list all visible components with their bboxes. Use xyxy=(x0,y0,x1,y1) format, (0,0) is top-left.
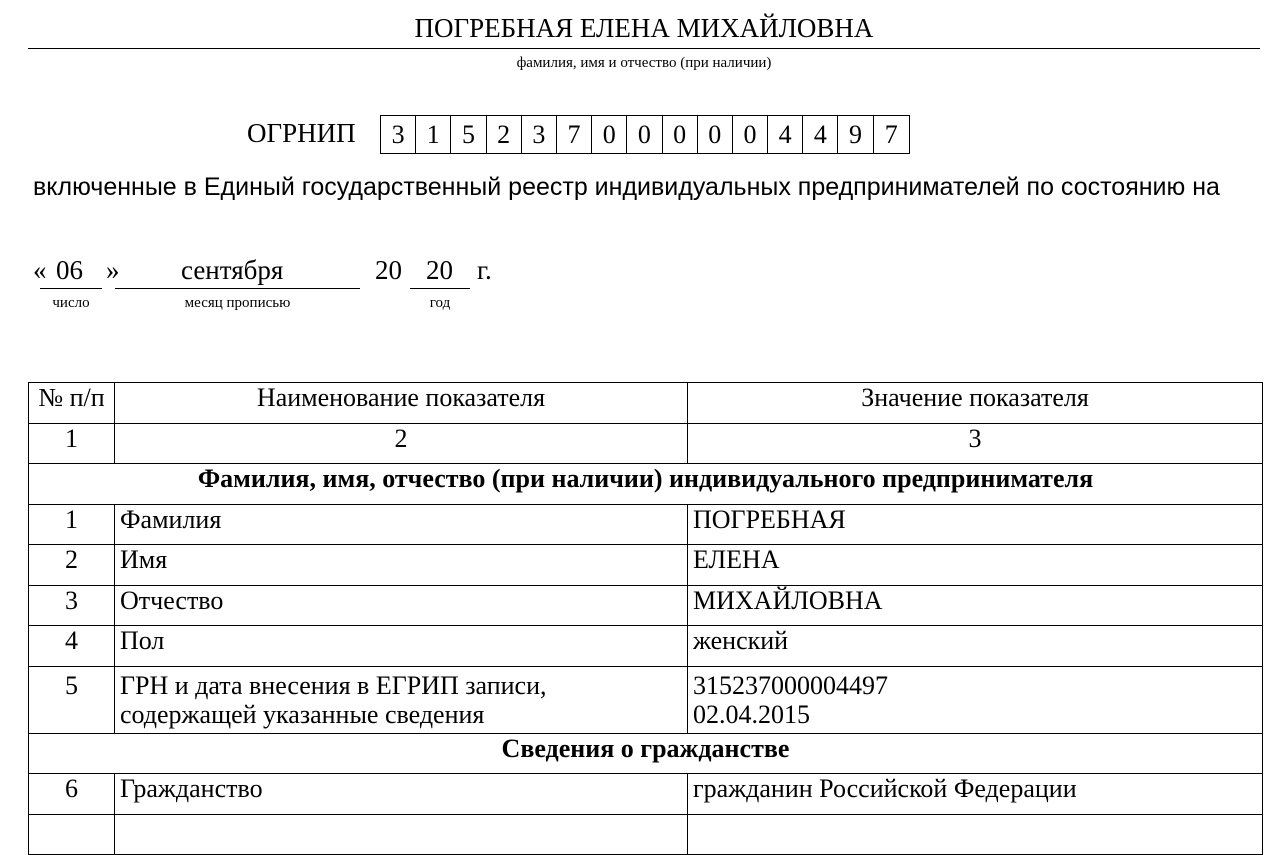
date-day: 06 xyxy=(56,255,83,285)
row-number: 2 xyxy=(29,545,115,586)
table-row xyxy=(29,774,1263,815)
ogrnip-label: ОГРНИП xyxy=(247,118,356,148)
column-number: 2 xyxy=(115,423,688,464)
header-number: № п/п xyxy=(29,383,115,424)
row-number: 3 xyxy=(29,585,115,626)
month-underline xyxy=(115,288,360,289)
grn-value: 315237000004497 xyxy=(693,670,888,700)
row-indicator-name xyxy=(115,814,688,855)
ogrnip-digit: 0 xyxy=(733,116,768,153)
month-caption: месяц прописью xyxy=(184,295,291,311)
date-month: сентября xyxy=(181,255,284,285)
row-indicator-name: Отчество xyxy=(115,585,688,626)
day-caption: число xyxy=(52,295,90,311)
ogrnip-digit: 3 xyxy=(381,116,416,153)
column-numbers-row xyxy=(29,423,1263,464)
table-row xyxy=(29,504,1263,545)
row-indicator-name-line: ГРН и дата внесения в ЕГРИП записи, xyxy=(120,670,547,700)
ogrnip-digit: 3 xyxy=(522,116,557,153)
row-indicator-name: Пол xyxy=(115,626,688,667)
date-century: 20 xyxy=(375,255,402,285)
column-number: 1 xyxy=(29,423,115,464)
row-indicator-name: Гражданство xyxy=(115,774,688,815)
date-open-quote: « xyxy=(33,255,47,285)
header-indicator-value: Значение показателя xyxy=(688,383,1263,424)
row-indicator-name: Имя xyxy=(115,545,688,586)
ogrnip-digit: 7 xyxy=(884,120,898,149)
row-indicator-value: женский xyxy=(688,626,1263,667)
entry-date-value: 02.04.2015 xyxy=(693,699,810,729)
ogrnip-digit: 7 xyxy=(557,116,592,153)
row-indicator-value: гражданин Российской Федерации xyxy=(688,774,1263,815)
date-row xyxy=(33,253,633,289)
registry-statement: включенные в Единый государственный реестр индивидуальных предпринимателей по состоянию на xyxy=(33,173,1220,201)
section-heading-row xyxy=(29,733,1263,774)
row-number: 4 xyxy=(29,626,115,667)
ogrnip-digit: 0 xyxy=(627,116,662,153)
row-indicator-value xyxy=(688,814,1263,855)
section-heading: Сведения о гражданстве xyxy=(29,733,1263,774)
table-row xyxy=(29,585,1263,626)
row-indicator-name xyxy=(115,666,688,733)
row-indicator-name: Фамилия xyxy=(115,504,688,545)
header-indicator-name: Наименование показателя xyxy=(115,383,688,424)
row-indicator-name-line: содержащей указанные сведения xyxy=(120,699,485,729)
ogrnip-digit: 0 xyxy=(698,116,733,153)
ogrnip-digit: 4 xyxy=(768,116,803,153)
row-number: 1 xyxy=(29,504,115,545)
row-number: 6 xyxy=(29,774,115,815)
row-number: 5 xyxy=(29,666,115,733)
name-underline xyxy=(28,48,1260,49)
entrepreneur-full-name: ПОГРЕБНАЯ ЕЛЕНА МИХАЙЛОВНА xyxy=(414,13,874,43)
date-year-suffix: г. xyxy=(477,255,492,285)
row-indicator-value xyxy=(688,666,1263,733)
row-indicator-value: ЕЛЕНА xyxy=(688,545,1263,586)
ogrnip-digit: 0 xyxy=(592,116,627,153)
table-row xyxy=(29,545,1263,586)
ogrnip-digit: 2 xyxy=(487,116,522,153)
year-caption: год xyxy=(429,295,451,311)
date-year: 20 xyxy=(426,255,453,285)
ogrnip-digit: 4 xyxy=(803,116,838,153)
date-close-quote: » xyxy=(106,255,120,285)
table-header-row xyxy=(29,383,1263,424)
table-row xyxy=(29,814,1263,855)
year-underline xyxy=(410,288,470,289)
day-underline xyxy=(40,288,102,289)
ogrnip-digit-boxes xyxy=(380,115,910,154)
ogrnip-digit: 0 xyxy=(663,116,698,153)
name-caption: фамилия, имя и отчество (при наличии) xyxy=(516,55,772,71)
row-indicator-value: МИХАЙЛОВНА xyxy=(688,585,1263,626)
ogrnip-digit: 1 xyxy=(416,116,451,153)
section-heading-row xyxy=(29,464,1263,505)
row-number xyxy=(29,814,115,855)
section-heading: Фамилия, имя, отчество (при наличии) индивидуального предпринимателя xyxy=(29,464,1263,505)
table-row xyxy=(29,626,1263,667)
ogrnip-digit: 9 xyxy=(838,116,873,153)
table-row xyxy=(29,666,1263,733)
registry-table xyxy=(28,382,1263,855)
row-indicator-value: ПОГРЕБНАЯ xyxy=(688,504,1263,545)
column-number: 3 xyxy=(688,423,1263,464)
ogrnip-digit: 5 xyxy=(451,116,486,153)
